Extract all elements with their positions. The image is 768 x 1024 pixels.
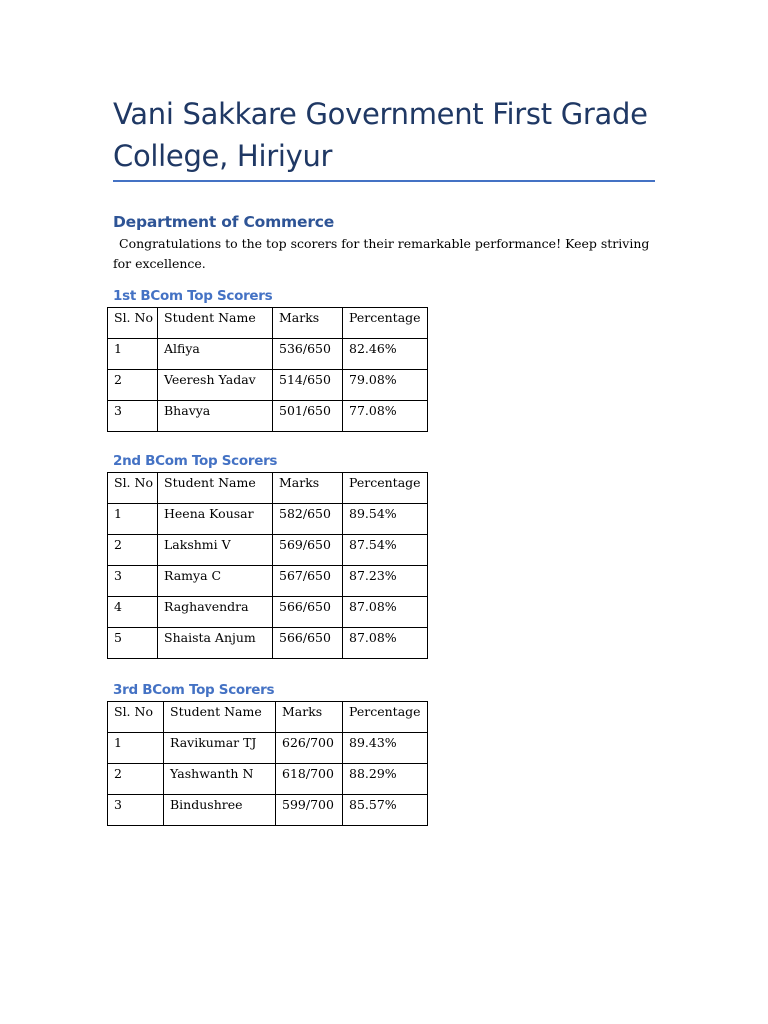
cell-student-name: Shaista Anjum: [158, 628, 273, 659]
cell-sl-no: 4: [108, 597, 158, 628]
cell-marks: 514/650: [273, 370, 343, 401]
cell-percentage: 89.54%: [343, 504, 428, 535]
cell-student-name: Bindushree: [164, 795, 276, 826]
section-heading-1st-bcom: 1st BCom Top Scorers: [113, 288, 273, 304]
cell-sl-no: 1: [108, 339, 158, 370]
cell-marks: 501/650: [273, 401, 343, 432]
cell-percentage: 82.46%: [343, 339, 428, 370]
table-row: [108, 795, 428, 826]
column-header-percentage: Percentage: [343, 702, 428, 733]
cell-student-name: Yashwanth N: [164, 764, 276, 795]
section-heading-3rd-bcom: 3rd BCom Top Scorers: [113, 682, 275, 698]
table-header-row: [108, 473, 428, 504]
cell-percentage: 88.29%: [343, 764, 428, 795]
table-row: [108, 764, 428, 795]
table-header-row: [108, 308, 428, 339]
column-header-sl-no: Sl. No: [108, 308, 158, 339]
cell-percentage: 79.08%: [343, 370, 428, 401]
cell-sl-no: 2: [108, 535, 158, 566]
cell-student-name: Alfiya: [158, 339, 273, 370]
scores-table-3rd-bcom: [107, 701, 428, 826]
cell-student-name: Heena Kousar: [158, 504, 273, 535]
column-header-sl-no: Sl. No: [108, 702, 164, 733]
cell-marks: 569/650: [273, 535, 343, 566]
intro-text: Congratulations to the top scorers for their remarkable performance! Keep striving for excellence.: [113, 236, 650, 271]
column-header-sl-no: Sl. No: [108, 473, 158, 504]
cell-marks: 599/700: [276, 795, 343, 826]
cell-percentage: 87.08%: [343, 628, 428, 659]
cell-student-name: Lakshmi V: [158, 535, 273, 566]
scores-table-2nd-bcom: [107, 472, 428, 659]
cell-student-name: Ramya C: [158, 566, 273, 597]
cell-sl-no: 1: [108, 504, 158, 535]
cell-student-name: Ravikumar TJ: [164, 733, 276, 764]
table-row: [108, 566, 428, 597]
column-header-student-name: Student Name: [164, 702, 276, 733]
table-row: [108, 535, 428, 566]
cell-percentage: 87.23%: [343, 566, 428, 597]
cell-sl-no: 2: [108, 370, 158, 401]
cell-marks: 566/650: [273, 597, 343, 628]
cell-sl-no: 5: [108, 628, 158, 659]
cell-sl-no: 3: [108, 401, 158, 432]
column-header-student-name: Student Name: [158, 308, 273, 339]
table-row: [108, 733, 428, 764]
table-header-row: [108, 702, 428, 733]
cell-student-name: Raghavendra: [158, 597, 273, 628]
column-header-marks: Marks: [273, 308, 343, 339]
cell-percentage: 87.08%: [343, 597, 428, 628]
table-row: [108, 504, 428, 535]
page-title: Vani Sakkare Government First Grade College, Hiriyur: [113, 97, 648, 173]
table-row: [108, 628, 428, 659]
section-heading-2nd-bcom: 2nd BCom Top Scorers: [113, 453, 278, 469]
cell-marks: 536/650: [273, 339, 343, 370]
cell-sl-no: 3: [108, 795, 164, 826]
table-row: [108, 339, 428, 370]
table-row: [108, 370, 428, 401]
column-header-percentage: Percentage: [343, 473, 428, 504]
cell-percentage: 89.43%: [343, 733, 428, 764]
cell-percentage: 85.57%: [343, 795, 428, 826]
cell-sl-no: 2: [108, 764, 164, 795]
column-header-marks: Marks: [273, 473, 343, 504]
table-row: [108, 401, 428, 432]
cell-marks: 582/650: [273, 504, 343, 535]
column-header-percentage: Percentage: [343, 308, 428, 339]
cell-marks: 618/700: [276, 764, 343, 795]
cell-student-name: Bhavya: [158, 401, 273, 432]
cell-student-name: Veeresh Yadav: [158, 370, 273, 401]
column-header-marks: Marks: [276, 702, 343, 733]
cell-marks: 567/650: [273, 566, 343, 597]
column-header-student-name: Student Name: [158, 473, 273, 504]
cell-sl-no: 3: [108, 566, 158, 597]
title-divider: [113, 180, 655, 182]
cell-marks: 566/650: [273, 628, 343, 659]
cell-percentage: 77.08%: [343, 401, 428, 432]
cell-sl-no: 1: [108, 733, 164, 764]
scores-table-1st-bcom: [107, 307, 428, 432]
department-heading: Department of Commerce: [113, 213, 335, 231]
cell-marks: 626/700: [276, 733, 343, 764]
cell-percentage: 87.54%: [343, 535, 428, 566]
table-row: [108, 597, 428, 628]
